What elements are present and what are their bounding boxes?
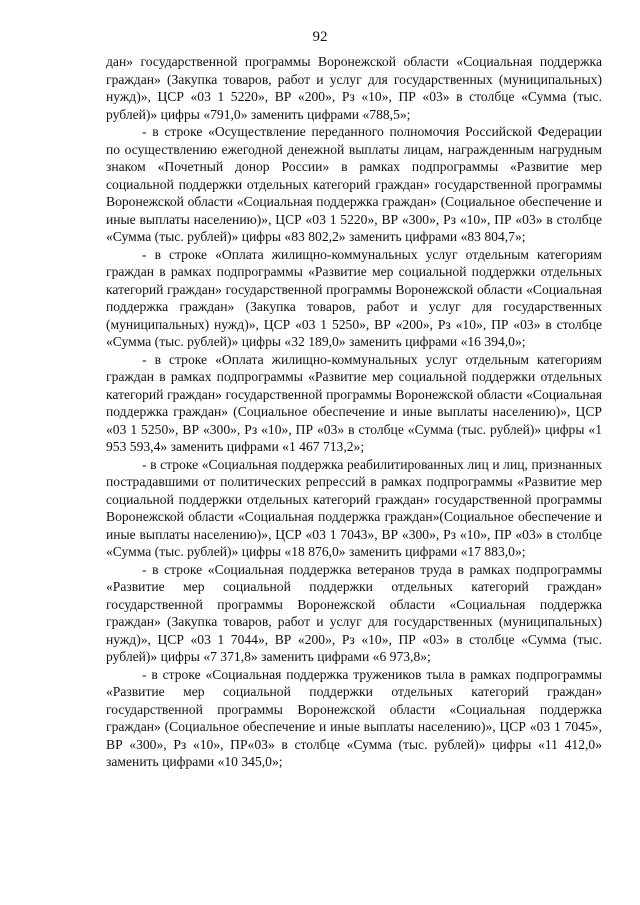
- document-body: [106, 53, 602, 771]
- paragraph-item: - в строке «Социальная поддержка ветеранов труда в рамках подпрограммы «Развитие мер социальной поддержки отдельных категорий граждан» государственной программы Воронежской области «Социальная поддержка граждан» (Закупка товаров, работ и услуг для государственных (муниципальных) нужд)», ЦСР «03 1 7044», ВР «200», Рз «10», ПР «03» в столбце «Сумма (тыс. рублей)» цифры «7 371,8» заменить цифрами «6 973,8»;: [106, 561, 602, 664]
- paragraph-item: - в строке «Оплата жилищно-коммунальных услуг отдельным категориям граждан в рамках подпрограммы «Развитие мер социальной поддержки отдельных категорий граждан» государственной программы Воронежской области «Социальная поддержка граждан» (Социальное обеспечение и иные выплаты населению)», ЦСР «03 1 5250», ВР «300», Рз «10», ПР «03» в столбце «Сумма (тыс. рублей)» цифры «1 953 593,4» заменить цифрами «1 467 713,2»;: [106, 351, 602, 454]
- paragraph-item: - в строке «Осуществление переданного полномочия Российской Федерации по осуществлению ежегодной денежной выплаты лицам, награжденным нагрудным знаком «Почетный донор России» в рамках подпрограммы «Развитие мер социальной поддержки отдельных категорий граждан» государственной программы Воронежской области «Социальная поддержка граждан» (Социальное обеспечение и иные выплаты населению)», ЦСР «03 1 5220», ВР «300», Рз «10», ПР «03» в столбце «Сумма (тыс. рублей)» цифры «83 802,2» заменить цифрами «83 804,7»;: [106, 124, 602, 244]
- paragraph-item: - в строке «Социальная поддержка тружеников тыла в рамках подпрограммы «Развитие мер социальной поддержки отдельных категорий граждан» государственной программы Воронежской области «Социальная поддержка граждан» (Социальное обеспечение и иные выплаты населению)», ЦСР «03 1 7045», ВР «300», Рз «10», ПР«03» в столбце «Сумма (тыс. рублей)» цифры «11 412,0» заменить цифрами «10 345,0»;: [106, 666, 602, 769]
- page-number: 92: [312, 29, 328, 45]
- paragraph-continuation: дан» государственной программы Воронежской области «Социальная поддержка граждан» (Закупка товаров, работ и услуг для государственных (муниципальных) нужд)», ЦСР «03 1 5220», ВР «200», Рз «10», ПР «03» в столбце «Сумма (тыс. рублей)» цифры «791,0» заменить цифрами «788,5»;: [106, 54, 602, 122]
- paragraph-item: - в строке «Социальная поддержка реабилитированных лиц и лиц, признанных пострадавшими от политических репрессий в рамках подпрограммы «Развитие мер социальной поддержки отдельных категорий граждан» государственной программы Воронежской области «Социальная поддержка граждан»(Социальное обеспечение и иные выплаты населению)», ЦСР «03 1 7043», ВР «300», Рз «10», ПР «03» в столбце «Сумма (тыс. рублей)» цифры «18 876,0» заменить цифрами «17 883,0»;: [106, 456, 602, 559]
- paragraph-item: - в строке «Оплата жилищно-коммунальных услуг отдельным категориям граждан в рамках подпрограммы «Развитие мер социальной поддержки отдельных категорий граждан» государственной программы Воронежской области «Социальная поддержка граждан» (Закупка товаров, работ и услуг для государственных (муниципальных) нужд)», ЦСР «03 1 5250», ВР «200», Рз «10», ПР «03» в столбце «Сумма (тыс. рублей)» цифры «32 189,0» заменить цифрами «16 394,0»;: [106, 246, 602, 349]
